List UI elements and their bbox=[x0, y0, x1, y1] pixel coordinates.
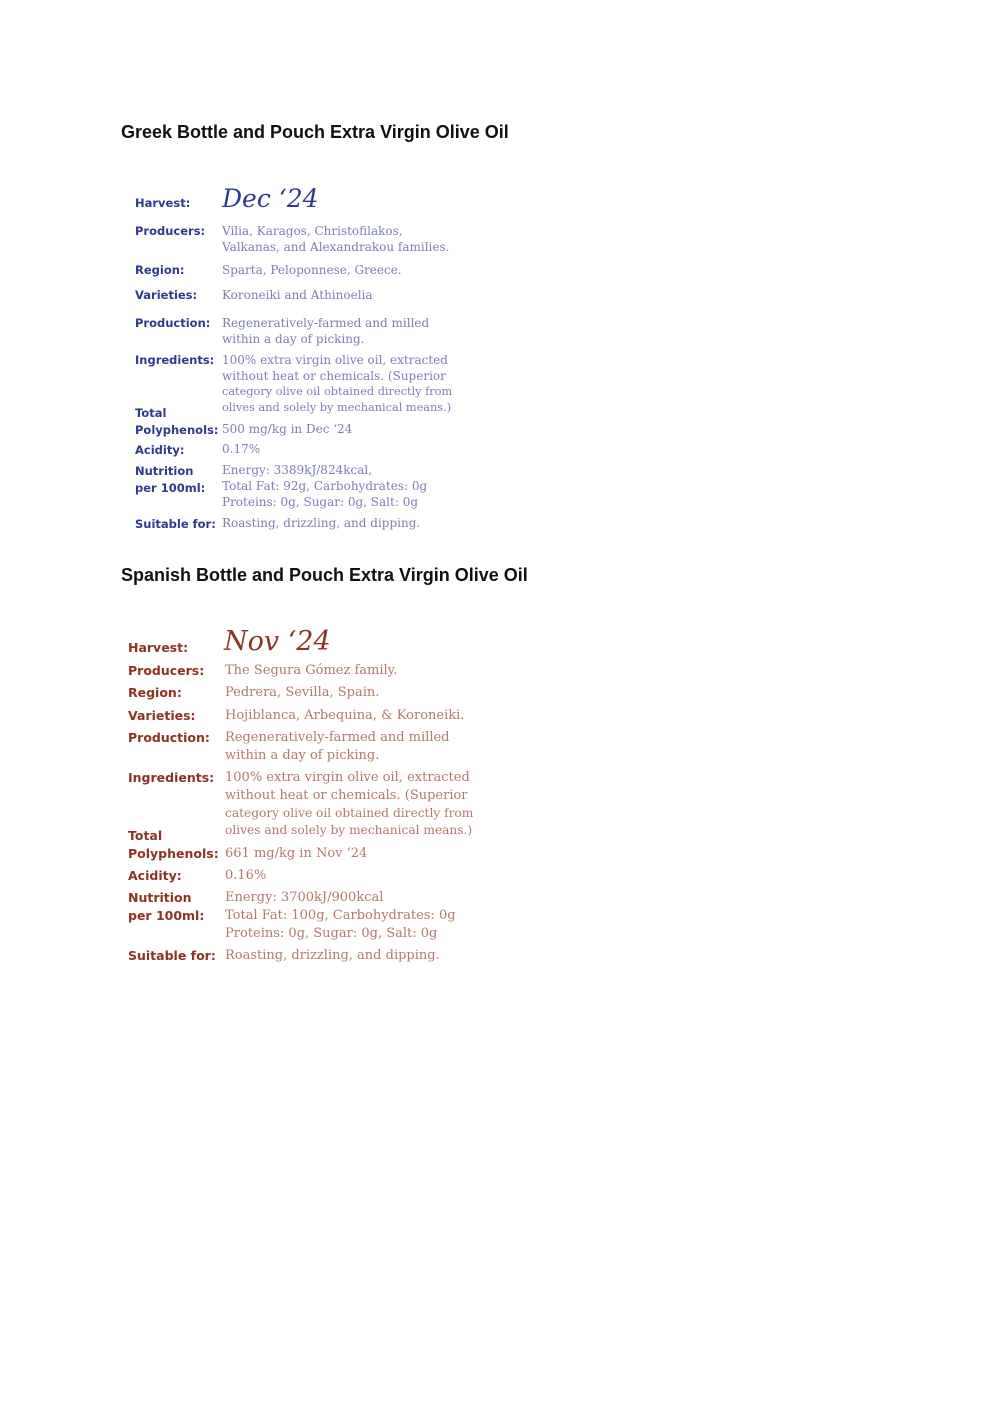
ingredients-value-line2: without heat or chemicals. (Superior bbox=[225, 788, 468, 803]
nutrition-label-line2: per 100ml: bbox=[135, 481, 206, 495]
production-value-line2: within a day of picking. bbox=[222, 332, 365, 346]
producers-value: The Segura Gómez family. bbox=[225, 663, 398, 678]
suitable-label: Suitable for: bbox=[128, 948, 216, 963]
polyphenols-value: 500 mg/kg in Dec ‘24 bbox=[222, 422, 353, 436]
nutrition-label-line2: per 100ml: bbox=[128, 908, 205, 923]
polyphenols-value: 661 mg/kg in Nov ‘24 bbox=[225, 846, 368, 861]
acidity-value: 0.17% bbox=[222, 442, 261, 456]
polyphenols-label-line1: Total bbox=[135, 406, 167, 420]
ingredients-value-line1: 100% extra virgin olive oil, extracted bbox=[225, 770, 470, 785]
production-label: Production: bbox=[135, 316, 211, 330]
producers-label: Producers: bbox=[128, 663, 205, 678]
polyphenols-label-line2: Polyphenols: bbox=[135, 423, 219, 437]
nutrition-label-line1: Nutrition bbox=[135, 464, 194, 478]
varieties-value: Koroneiki and Athinoelia bbox=[222, 288, 373, 302]
ingredients-value-line3: category olive oil obtained directly from bbox=[222, 385, 453, 398]
ingredients-value-line4: olives and solely by mechanical means.) bbox=[222, 401, 452, 414]
nutrition-label-line1: Nutrition bbox=[128, 890, 192, 905]
nutrition-value-line2: Total Fat: 92g, Carbohydrates: 0g bbox=[222, 479, 428, 493]
varieties-label: Varieties: bbox=[135, 288, 198, 302]
ingredients-label: Ingredients: bbox=[135, 353, 215, 367]
ingredients-value-line2: without heat or chemicals. (Superior bbox=[222, 369, 446, 383]
suitable-value: Roasting, drizzling, and dipping. bbox=[225, 948, 440, 963]
producers-label: Producers: bbox=[135, 224, 206, 238]
harvest-date: Dec ‘24 bbox=[222, 184, 319, 213]
production-value-line1: Regeneratively-farmed and milled bbox=[225, 730, 450, 745]
production-value-line2: within a day of picking. bbox=[225, 748, 380, 763]
ingredients-value-line4: olives and solely by mechanical means.) bbox=[225, 823, 473, 837]
varieties-value: Hojiblanca, Arbequina, & Koroneiki. bbox=[225, 708, 465, 723]
acidity-value: 0.16% bbox=[225, 868, 267, 883]
region-value: Pedrera, Sevilla, Spain. bbox=[225, 685, 380, 700]
acidity-label: Acidity: bbox=[135, 443, 185, 457]
nutrition-value-line1: Energy: 3700kJ/900kcal bbox=[225, 890, 384, 905]
region-label: Region: bbox=[128, 685, 182, 700]
region-label: Region: bbox=[135, 263, 185, 277]
suitable-label: Suitable for: bbox=[135, 517, 216, 531]
producers-value-line2: Valkanas, and Alexandrakou families. bbox=[222, 240, 450, 254]
harvest-label: Harvest: bbox=[135, 196, 191, 210]
ingredients-label: Ingredients: bbox=[128, 770, 215, 785]
polyphenols-label-line2: Polyphenols: bbox=[128, 846, 219, 861]
suitable-value: Roasting, drizzling, and dipping. bbox=[222, 516, 421, 530]
spanish-section-title: Spanish Bottle and Pouch Extra Virgin Olive Oil bbox=[121, 565, 528, 585]
ingredients-value-line1: 100% extra virgin olive oil, extracted bbox=[222, 353, 448, 367]
harvest-label: Harvest: bbox=[128, 640, 189, 655]
acidity-label: Acidity: bbox=[128, 868, 182, 883]
harvest-date: Nov ‘24 bbox=[224, 626, 331, 657]
varieties-label: Varieties: bbox=[128, 708, 196, 723]
greek-section-title: Greek Bottle and Pouch Extra Virgin Olive Oil bbox=[121, 122, 509, 142]
region-value: Sparta, Peloponnese, Greece. bbox=[222, 263, 402, 277]
nutrition-value-line3: Proteins: 0g, Sugar: 0g, Salt: 0g bbox=[222, 495, 419, 509]
nutrition-value-line2: Total Fat: 100g, Carbohydrates: 0g bbox=[225, 908, 456, 923]
polyphenols-label-line1: Total bbox=[128, 828, 163, 843]
ingredients-value-line3: category olive oil obtained directly from bbox=[225, 806, 474, 820]
nutrition-value-line3: Proteins: 0g, Sugar: 0g, Salt: 0g bbox=[225, 926, 438, 941]
production-value-line1: Regeneratively-farmed and milled bbox=[222, 316, 430, 330]
producers-value-line1: Vilia, Karagos, Christofilakos, bbox=[222, 224, 403, 238]
production-label: Production: bbox=[128, 730, 210, 745]
nutrition-value-line1: Energy: 3389kJ/824kcal, bbox=[222, 463, 373, 477]
